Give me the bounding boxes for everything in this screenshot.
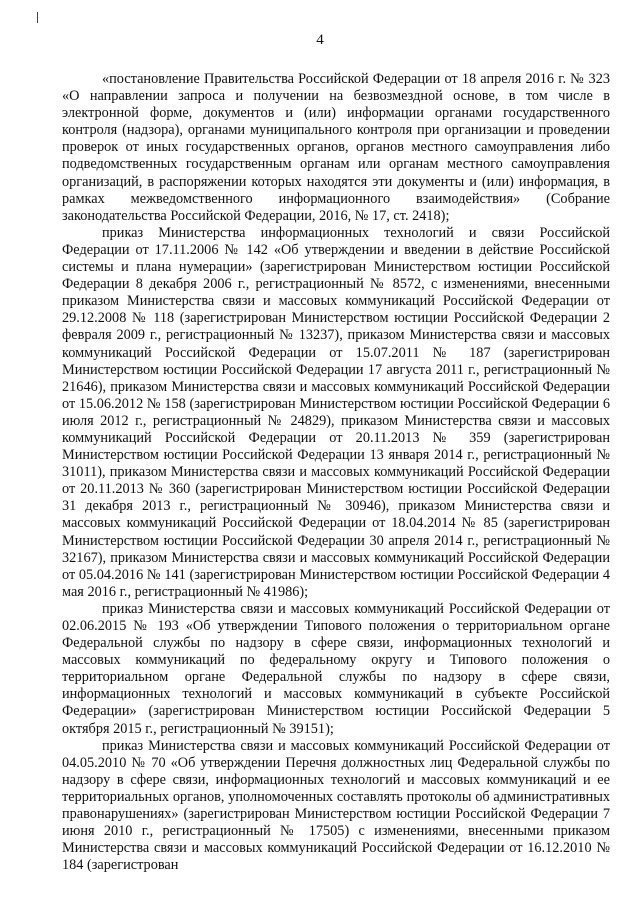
document-body [62,71,610,874]
page-number: 4 [316,32,324,48]
paragraph-order-territorial-body: приказ Министерства связи и массовых коммуникаций Российской Федерации от 02.06.2015 № 193 «Об утверждении Типового положения о территориальном органе Федеральной службы по надзору в сфере связи, информационных технологий и массовых коммуникаций по федеральному округу и Типового положения о территориальном органе Федеральной службы по надзору в сфере связи, информационных технологий и массовых коммуникаций в субъекте Российской Федерации» (зарегистрирован Министерством юстиции Российской Федерации 5 октября 2015 г., регистрационный № 39151); [62,600,610,737]
scan-mark [37,12,38,23]
paragraph-government-resolution: «постановление Правительства Российской Федерации от 18 апреля 2016 г. № 323 «О направлении запроса и получении на безвозмездной основе, в том числе в электронной форме, документов и (или) информации органами государственного контроля (надзора), органами муниципального контроля при организации и проведении проверок от иных государственных органов, органов местного самоуправления либо подведомственных государственным органам или органам местного самоуправления организаций, в распоряжении которых находятся эти документы и (или) информация, в рамках межведомственного информационного взаимодействия» (Собрание законодательства Российской Федерации, 2016, № 17, ст. 2418); [62,71,610,224]
paragraph-order-official-list: приказ Министерства связи и массовых коммуникаций Российской Федерации от 04.05.2010 № 70 «Об утверждении Перечня должностных лиц Федеральной службы по надзору в сфере связи, информационных технологий и массовых коммуникаций и ее территориальных органов, уполномоченных составлять протоколы об административных правонарушениях» (зарегистрирован Министерством юстиции Российской Федерации 7 июня 2010 г., регистрационный № 17505) с изменениями, внесенными приказом Министерства связи и массовых коммуникаций Российской Федерации от 16.12.2010 № 184 (зарегистрован [62,737,610,874]
paragraph-order-numbering-plan: приказ Министерства информационных технологий и связи Российской Федерации от 17.11.2006 № 142 «Об утверждении и введении в действие Российской системы и плана нумерации» (зарегистрирован Министерством юстиции Российской Федерации 8 декабря 2006 г., регистрационный № 8572, с изменениями, внесенными приказом Министерства связи и массовых коммуникаций Российской Федерации от 29.12.2008 № 118 (зарегистрирован Министерством юстиции Российской Федерации 2 февраля 2009 г., регистрационный № 13237), приказом Министерства связи и массовых коммуникаций Российской Федерации от 15.07.2011 № 187 (зарегистрирован Министерством юстиции Российской Федерации 17 августа 2011 г., регистрационный № 21646), приказом Министерства связи и массовых коммуникаций Российской Федерации от 15.06.2012 № 158 (зарегистрирован Министерством юстиции Российской Федерации 6 июля 2012 г., регистрационный № 24829), приказом Министерства связи и массовых коммуникаций Российской Федерации от 20.11.2013 № 359 (зарегистрирован Министерством юстиции Российской Федерации 13 января 2014 г., регистрационный № 31011), приказом Министерства связи и массовых коммуникаций Российской Федерации от 20.11.2013 № 360 (зарегистрирован Министерством юстиции Российской Федерации 31 декабря 2013 г., регистрационный № 30946), приказом Министерства связи и массовых коммуникаций Российской Федерации от 18.04.2014 № 85 (зарегистрирован Министерством юстиции Российской Федерации 30 апреля 2014 г., регистрационный № 32167), приказом Министерства связи и массовых коммуникаций Российской Федерации от 05.04.2016 № 141 (зарегистрирован Министерством юстиции Российской Федерации 4 мая 2016 г., регистрационный № 41986); [62,224,610,600]
